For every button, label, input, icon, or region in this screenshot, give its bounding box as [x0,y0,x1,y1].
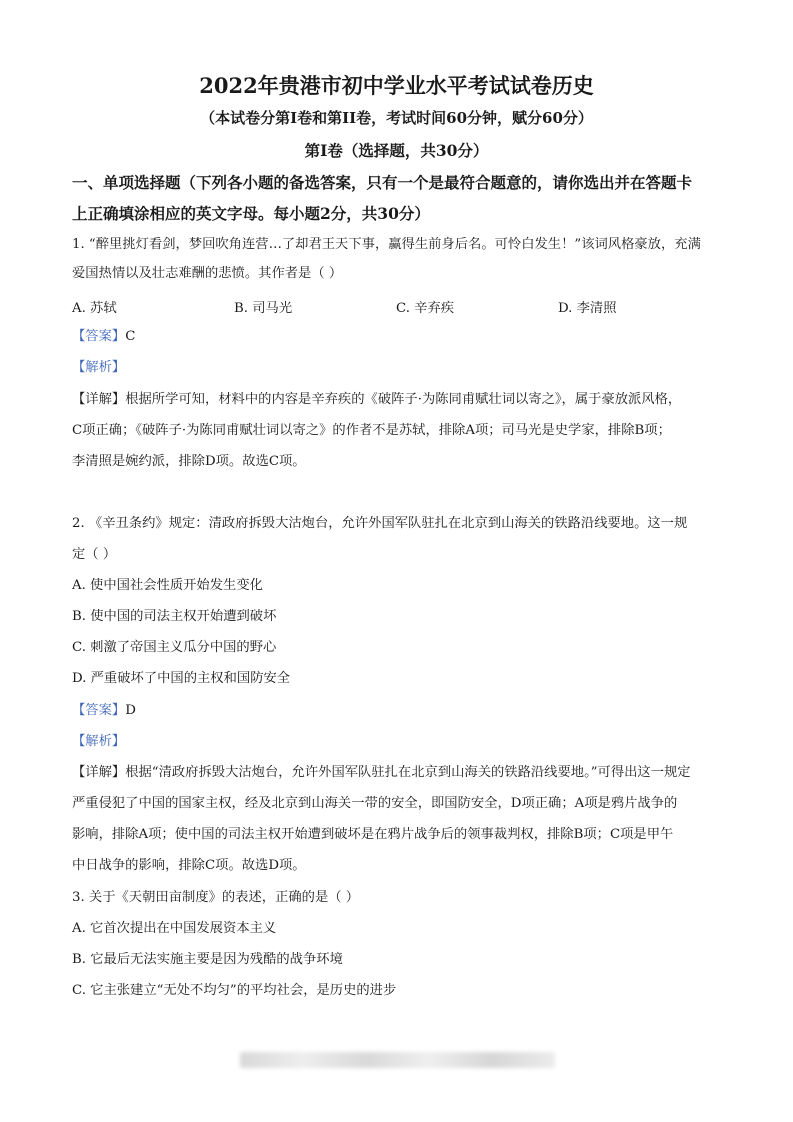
q2-stem-line1: 2. 《辛丑条约》规定：清政府拆毁大沽炮台，允许外国军队驻扎在北京到山海关的铁路沿线要地。这一规 [72,516,688,531]
page-title: 2022年贵港市初中学业水平考试试卷历史 [199,73,594,98]
q1-option-d: D. 李清照 [558,301,617,316]
blurred-footer-watermark [240,1052,555,1068]
detail-tag: 【详解】 [72,765,126,780]
part-title: 第I卷（选择题，共30分） [304,141,489,160]
section-heading-line2: 上正确填涂相应的英文字母。每小题2分，共30分） [72,204,430,223]
q2-stem-line2: 定（ ） [72,547,117,562]
q2-option-d: D. 严重破坏了中国的主权和国防安全 [72,671,291,686]
q1-answer-value: C [125,329,136,344]
q1-answer [72,328,722,346]
answer-tag: 【答案】 [72,703,126,718]
q3-option-a: A. 它首次提出在中国发展资本主义 [72,921,277,936]
q3-option-c: C. 它主张建立“无处不均匀”的平均社会，是历史的进步 [72,983,397,998]
exam-instructions: （本试卷分第I卷和第II卷，考试时间60分钟，赋分60分） [200,109,593,127]
analysis-tag: 【解析】 [72,734,126,749]
section-heading-line1: 一、单项选择题（下列各小题的备选答案，只有一个是最符合题意的，请你选出并在答题卡 [72,173,693,192]
q1-detail-line2: C项正确；《破阵子·为陈同甫赋壮词以寄之》的作者不是苏轼，排除A项；司马光是史学家，排除B项； [72,423,671,438]
q2-detail-text1: 根据“清政府拆毁大沽炮台，允许外国军队驻扎在北京到山海关的铁路沿线要地。”可得出这一规定 [125,765,691,780]
q1-stem-line1: 1. “醉里挑灯看剑，梦回吹角连营…了却君王天下事，赢得生前身后名。可怜白发生！”该词风格豪放，充满 [72,237,701,252]
q3-option-b: B. 它最后无法实施主要是因为残酷的战争环境 [72,952,343,967]
q2-option-a: A. 使中国社会性质开始发生变化 [72,578,263,593]
q1-detail-line3: 李清照是婉约派，排除D项。故选C项。 [72,454,306,469]
q3-stem: 3. 关于《天朝田亩制度》的表述，正确的是（ ） [72,890,360,905]
detail-tag: 【详解】 [72,392,126,407]
q2-answer [72,702,722,720]
q1-option-a: A. 苏轼 [72,301,117,316]
q2-option-c: C. 刺激了帝国主义瓜分中国的野心 [72,640,277,655]
q2-detail-line4: 中日战争的影响，排除C项。故选D项。 [72,858,306,873]
q2-answer-value: D [125,703,136,718]
q2-detail-line2: 严重侵犯了中国的国家主权，经及北京到山海关一带的安全，即国防安全，D项正确；A项是鸦片战争的 [72,796,678,811]
q1-detail-text1: 根据所学可知，材料中的内容是辛弃疾的《破阵子·为陈同甫赋壮词以寄之》，属于豪放派风格， [125,392,682,407]
analysis-tag: 【解析】 [72,360,126,375]
q1-option-b: B. 司马光 [234,301,293,316]
q1-option-c: C. 辛弃疾 [396,301,455,316]
q2-detail-line3: 影响，排除A项；使中国的司法主权开始遭到破坏是在鸦片战争后的领事裁判权，排除B项；C项是甲午 [72,827,674,842]
q2-detail-line1 [72,764,722,782]
q1-stem-line2: 爱国热情以及壮志难酬的悲愤。其作者是（ ） [72,266,343,281]
q2-analysis-tag [72,733,722,751]
answer-tag: 【答案】 [72,329,126,344]
q1-detail-line1 [72,391,722,409]
q1-analysis-tag [72,359,722,377]
q2-option-b: B. 使中国的司法主权开始遭到破坏 [72,609,277,624]
